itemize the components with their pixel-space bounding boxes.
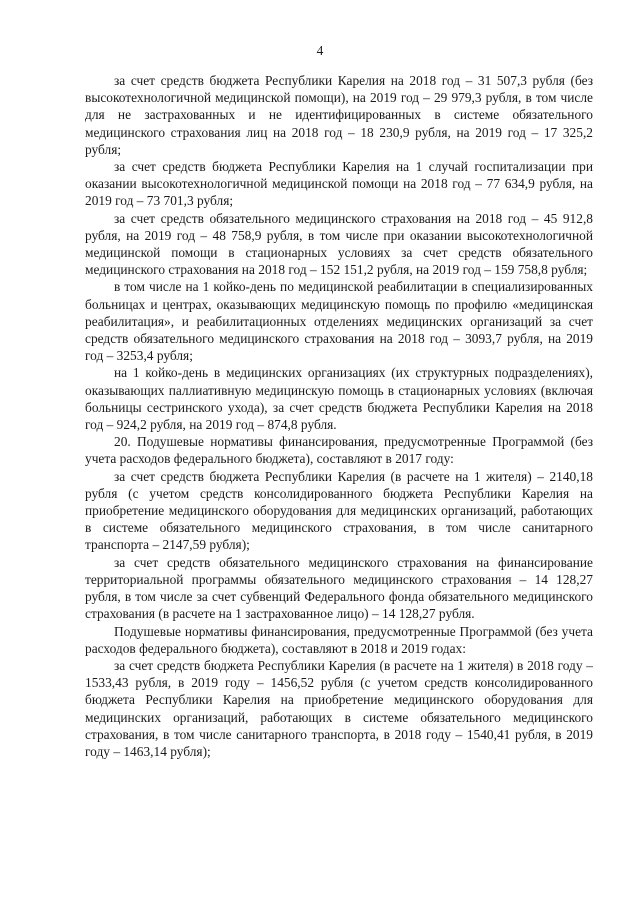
paragraph: за счет средств бюджета Республики Карелия (в расчете на 1 жителя) – 2140,18 рубля (с учетом средств консолидированного бюджета Республики Карелия на приобретение медицинского оборудования для медицинских организаций, работающих в системе обязательного медицинского страхования, в том числе санитарного транспорта – 2147,59 рубля);: [85, 468, 593, 553]
paragraph: за счет средств обязательного медицинского страхования на 2018 год – 45 912,8 рубля, на 2019 год – 48 758,9 рубля, в том числе при оказании высокотехнологичной медицинской помощи в стационарных условиях за счет средств обязательного медицинского страхования на 2018 год – 152 151,2 рубля, на 2019 год – 159 758,8 рубля;: [85, 210, 593, 278]
paragraph: за счет средств бюджета Республики Карелия (в расчете на 1 жителя) в 2018 году – 1533,43 рубля, в 2019 году – 1456,52 рубля (с учетом средств консолидированного бюджета Республики Карелия на приобретение медицинского оборудования для медицинских организаций, работающих в системе обязательного медицинского страхования, в том числе санитарного транспорта, в 2018 году – 1540,41 рубля, в 2019 году – 1463,14 рубля);: [85, 657, 593, 759]
paragraph: на 1 койко-день в медицинских организациях (их структурных подразделениях), оказывающих паллиативную медицинскую помощь в стационарных условиях (включая больницы сестринского ухода), за счет средств бюджета Республики Карелия на 2018 год – 924,2 рубля, на 2019 год – 874,8 рубля.: [85, 365, 593, 433]
document-body: [85, 72, 593, 760]
paragraph: 20. Подушевые нормативы финансирования, предусмотренные Программой (без учета расходов федерального бюджета), составляют в 2017 году:: [85, 434, 593, 467]
paragraph: за счет средств бюджета Республики Карелия на 2018 год – 31 507,3 рубля (без высокотехнологичной медицинской помощи), на 2019 год – 29 979,3 рубля, в том числе для не застрахованных и не идентифицированных в системе обязательного медицинского страхования лиц на 2018 год – 18 230,9 рубля, на 2019 год – 17 325,2 рубля;: [85, 73, 593, 157]
paragraph: за счет средств обязательного медицинского страхования на финансирование территориальной программы обязательного медицинского страхования – 14 128,27 рубля, в том числе за счет субвенций Федерального фонда обязательного медицинского страхования (в расчете на 1 застрахованное лицо) – 14 128,27 рубля.: [85, 554, 593, 622]
page-number: 4: [316, 43, 324, 58]
paragraph: в том числе на 1 койко-день по медицинской реабилитации в специализированных больницах и центрах, оказывающих медицинскую помощь по профилю «медицинская реабилитация», и реабилитационных отделениях медицинских организаций за счет средств обязательного медицинского страхования на 2018 год – 3093,7 рубля, на 2019 год – 3253,4 рубля;: [85, 279, 593, 364]
paragraph: за счет средств бюджета Республики Карелия на 1 случай госпитализации при оказании высокотехнологичной медицинской помощи на 2018 год – 77 634,9 рубля, на 2019 год – 73 701,3 рубля;: [85, 159, 593, 209]
paragraph: Подушевые нормативы финансирования, предусмотренные Программой (без учета расходов федерального бюджета), составляют в 2018 и 2019 годах:: [85, 623, 593, 656]
